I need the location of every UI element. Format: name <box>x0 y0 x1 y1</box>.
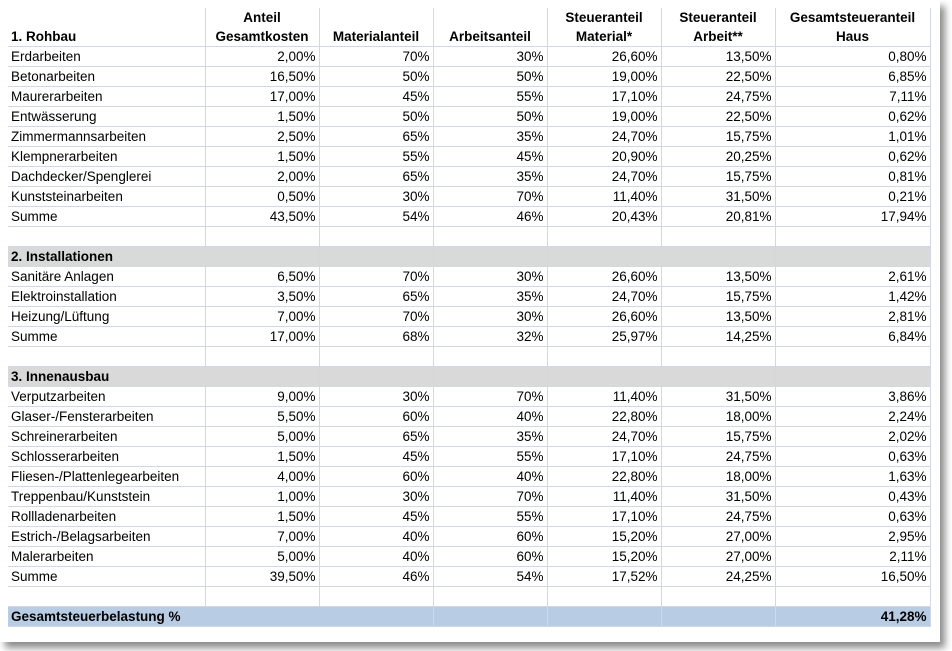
table-row <box>8 327 930 347</box>
row-label-cell[interactable]: Dachdecker/Spenglerei <box>8 167 205 187</box>
value-cell[interactable]: 1,42% <box>775 287 930 307</box>
total-row <box>8 607 930 627</box>
value-cell[interactable]: 17,00% <box>205 327 319 347</box>
value-cell[interactable]: 15,75% <box>661 427 775 447</box>
value-cell[interactable]: 31,50% <box>661 387 775 407</box>
empty-cell[interactable] <box>547 587 661 607</box>
value-cell[interactable]: 2,24% <box>775 407 930 427</box>
value-cell[interactable]: 5,00% <box>205 547 319 567</box>
table-row <box>8 47 930 67</box>
value-cell[interactable]: 22,50% <box>661 67 775 87</box>
row-label-cell[interactable]: Rollladenarbeiten <box>8 507 205 527</box>
row-label-cell[interactable]: Estrich-/Belagsarbeiten <box>8 527 205 547</box>
value-cell[interactable]: 17,00% <box>205 87 319 107</box>
value-cell[interactable]: 24,75% <box>661 87 775 107</box>
value-cell[interactable]: 17,94% <box>775 207 930 227</box>
value-cell[interactable]: 3,50% <box>205 287 319 307</box>
value-cell[interactable]: 24,75% <box>661 507 775 527</box>
empty-cell[interactable] <box>8 587 205 607</box>
value-cell[interactable]: 46% <box>319 567 433 587</box>
value-cell[interactable]: 30% <box>433 47 547 67</box>
row-label-cell[interactable]: Verputzarbeiten <box>8 387 205 407</box>
empty-cell[interactable] <box>661 247 775 267</box>
value-cell[interactable]: 40% <box>433 407 547 427</box>
empty-cell[interactable] <box>8 227 205 247</box>
value-cell[interactable]: 0,43% <box>775 487 930 507</box>
value-cell[interactable]: 20,81% <box>661 207 775 227</box>
section-title[interactable]: 3. Innenausbau <box>8 367 205 387</box>
value-cell[interactable]: 31,50% <box>661 187 775 207</box>
value-cell[interactable]: 19,00% <box>547 67 661 87</box>
value-cell[interactable]: 2,81% <box>775 307 930 327</box>
value-cell[interactable]: 35% <box>433 167 547 187</box>
value-cell[interactable]: 70% <box>319 47 433 67</box>
value-cell[interactable]: 11,40% <box>547 387 661 407</box>
value-cell[interactable]: 22,80% <box>547 467 661 487</box>
value-cell[interactable]: 2,00% <box>205 47 319 67</box>
value-cell[interactable]: 13,50% <box>661 47 775 67</box>
value-cell[interactable]: 17,10% <box>547 447 661 467</box>
table-row <box>8 507 930 527</box>
value-cell[interactable]: 0,50% <box>205 187 319 207</box>
value-cell[interactable]: 35% <box>433 127 547 147</box>
table-row <box>8 87 930 107</box>
value-cell[interactable]: 70% <box>319 307 433 327</box>
value-cell[interactable]: 3,86% <box>775 387 930 407</box>
value-cell[interactable]: 65% <box>319 287 433 307</box>
value-cell[interactable]: 60% <box>319 407 433 427</box>
value-cell[interactable]: 17,52% <box>547 567 661 587</box>
value-cell[interactable]: 18,00% <box>661 407 775 427</box>
value-cell[interactable]: 26,60% <box>547 307 661 327</box>
blank-row <box>8 347 930 367</box>
value-cell[interactable]: 30% <box>319 487 433 507</box>
empty-cell[interactable] <box>661 607 775 627</box>
table-row <box>8 387 930 407</box>
value-cell[interactable]: 9,00% <box>205 387 319 407</box>
row-label-cell[interactable]: Zimmermannsarbeiten <box>8 127 205 147</box>
row-label-cell[interactable]: Maurerarbeiten <box>8 87 205 107</box>
column-header[interactable]: Arbeitsanteil <box>433 8 547 47</box>
value-cell[interactable]: 24,70% <box>547 287 661 307</box>
value-cell[interactable]: 6,85% <box>775 67 930 87</box>
value-cell[interactable]: 1,63% <box>775 467 930 487</box>
value-cell[interactable]: 60% <box>433 527 547 547</box>
value-cell[interactable]: 45% <box>319 87 433 107</box>
value-cell[interactable]: 50% <box>433 67 547 87</box>
blank-row <box>8 587 930 607</box>
empty-cell[interactable] <box>319 347 433 367</box>
value-cell[interactable]: 1,01% <box>775 127 930 147</box>
value-cell[interactable]: 35% <box>433 427 547 447</box>
value-cell[interactable]: 65% <box>319 127 433 147</box>
row-label-cell[interactable]: Glaser-/Fensterarbeiten <box>8 407 205 427</box>
row-label-cell[interactable]: Summe <box>8 567 205 587</box>
empty-cell[interactable] <box>319 247 433 267</box>
value-cell[interactable]: 31,50% <box>661 487 775 507</box>
row-label-cell[interactable]: Kunststeinarbeiten <box>8 187 205 207</box>
value-cell[interactable]: 30% <box>433 267 547 287</box>
value-cell[interactable]: 1,50% <box>205 107 319 127</box>
empty-cell[interactable] <box>433 247 547 267</box>
blank-row <box>8 227 930 247</box>
empty-cell[interactable] <box>433 587 547 607</box>
empty-cell[interactable] <box>205 367 319 387</box>
value-cell[interactable]: 2,95% <box>775 527 930 547</box>
value-cell[interactable]: 2,61% <box>775 267 930 287</box>
value-cell[interactable]: 17,10% <box>547 87 661 107</box>
empty-cell[interactable] <box>433 227 547 247</box>
empty-cell[interactable] <box>319 587 433 607</box>
row-label-cell[interactable]: Elektroinstallation <box>8 287 205 307</box>
value-cell[interactable]: 20,90% <box>547 147 661 167</box>
value-cell[interactable]: 43,50% <box>205 207 319 227</box>
section-header-row <box>8 247 930 267</box>
value-cell[interactable]: 68% <box>319 327 433 347</box>
empty-cell[interactable] <box>775 247 930 267</box>
value-cell[interactable]: 0,63% <box>775 447 930 467</box>
value-cell[interactable]: 24,70% <box>547 427 661 447</box>
value-cell[interactable]: 18,00% <box>661 467 775 487</box>
value-cell[interactable]: 4,00% <box>205 467 319 487</box>
value-cell[interactable]: 30% <box>319 387 433 407</box>
total-value[interactable]: 41,28% <box>775 607 930 627</box>
value-cell[interactable]: 40% <box>433 467 547 487</box>
empty-cell[interactable] <box>8 347 205 367</box>
empty-cell[interactable] <box>547 367 661 387</box>
value-cell[interactable]: 40% <box>319 527 433 547</box>
value-cell[interactable]: 16,50% <box>775 567 930 587</box>
value-cell[interactable]: 39,50% <box>205 567 319 587</box>
table-row <box>8 467 930 487</box>
value-cell[interactable]: 0,80% <box>775 47 930 67</box>
column-header[interactable]: Steueranteil Arbeit** <box>661 8 775 47</box>
row-label-cell[interactable]: Entwässerung <box>8 107 205 127</box>
empty-cell[interactable] <box>547 247 661 267</box>
value-cell[interactable]: 55% <box>319 147 433 167</box>
value-cell[interactable]: 70% <box>433 187 547 207</box>
value-cell[interactable]: 20,25% <box>661 147 775 167</box>
value-cell[interactable]: 26,60% <box>547 267 661 287</box>
empty-cell[interactable] <box>661 227 775 247</box>
empty-cell[interactable] <box>205 227 319 247</box>
row-label-cell[interactable]: Schreinerarbeiten <box>8 427 205 447</box>
value-cell[interactable]: 1,50% <box>205 147 319 167</box>
value-cell[interactable]: 25,97% <box>547 327 661 347</box>
value-cell[interactable]: 22,50% <box>661 107 775 127</box>
empty-cell[interactable] <box>547 347 661 367</box>
value-cell[interactable]: 7,11% <box>775 87 930 107</box>
value-cell[interactable]: 65% <box>319 167 433 187</box>
empty-cell[interactable] <box>433 367 547 387</box>
value-cell[interactable]: 70% <box>319 267 433 287</box>
value-cell[interactable]: 30% <box>319 187 433 207</box>
row-label-cell[interactable]: Erdarbeiten <box>8 47 205 67</box>
value-cell[interactable]: 45% <box>433 147 547 167</box>
empty-cell[interactable] <box>205 247 319 267</box>
value-cell[interactable]: 26,60% <box>547 47 661 67</box>
row-label-cell[interactable]: Sanitäre Anlagen <box>8 267 205 287</box>
value-cell[interactable]: 70% <box>433 487 547 507</box>
empty-cell[interactable] <box>205 347 319 367</box>
row-label-cell[interactable]: Betonarbeiten <box>8 67 205 87</box>
table-row <box>8 167 930 187</box>
value-cell[interactable]: 1,50% <box>205 507 319 527</box>
value-cell[interactable]: 24,70% <box>547 127 661 147</box>
tax-share-table <box>8 8 931 627</box>
table-row <box>8 187 930 207</box>
table-row <box>8 287 930 307</box>
value-cell[interactable]: 55% <box>433 507 547 527</box>
value-cell[interactable]: 13,50% <box>661 267 775 287</box>
value-cell[interactable]: 15,20% <box>547 547 661 567</box>
empty-cell[interactable] <box>661 587 775 607</box>
value-cell[interactable]: 13,50% <box>661 307 775 327</box>
value-cell[interactable]: 15,75% <box>661 287 775 307</box>
value-cell[interactable]: 20,43% <box>547 207 661 227</box>
total-label[interactable]: Gesamtsteuerbelastung % <box>8 607 433 627</box>
empty-cell[interactable] <box>775 347 930 367</box>
empty-cell[interactable] <box>661 367 775 387</box>
value-cell[interactable]: 54% <box>433 567 547 587</box>
value-cell[interactable]: 65% <box>319 427 433 447</box>
section-header-row <box>8 367 930 387</box>
row-label-cell[interactable]: Summe <box>8 327 205 347</box>
value-cell[interactable]: 17,10% <box>547 507 661 527</box>
row-label-cell[interactable]: Summe <box>8 207 205 227</box>
value-cell[interactable]: 5,00% <box>205 427 319 447</box>
value-cell[interactable]: 15,75% <box>661 127 775 147</box>
table-row <box>8 547 930 567</box>
value-cell[interactable]: 30% <box>433 307 547 327</box>
value-cell[interactable]: 60% <box>433 547 547 567</box>
value-cell[interactable]: 19,00% <box>547 107 661 127</box>
table-row <box>8 147 930 167</box>
row-label-cell[interactable]: Treppenbau/Kunststein <box>8 487 205 507</box>
value-cell[interactable]: 6,50% <box>205 267 319 287</box>
value-cell[interactable]: 24,25% <box>661 567 775 587</box>
value-cell[interactable]: 55% <box>433 447 547 467</box>
value-cell[interactable]: 24,75% <box>661 447 775 467</box>
value-cell[interactable]: 60% <box>319 467 433 487</box>
value-cell[interactable]: 55% <box>433 87 547 107</box>
row-label-cell[interactable]: Schlosserarbeiten <box>8 447 205 467</box>
column-header[interactable]: Gesamtsteueranteil Haus <box>775 8 930 47</box>
column-header[interactable]: Steueranteil Material* <box>547 8 661 47</box>
row-label-cell[interactable]: Heizung/Lüftung <box>8 307 205 327</box>
value-cell[interactable]: 2,50% <box>205 127 319 147</box>
row-label-cell[interactable]: Malerarbeiten <box>8 547 205 567</box>
table-row <box>8 67 930 87</box>
empty-cell[interactable] <box>775 227 930 247</box>
value-cell[interactable]: 35% <box>433 287 547 307</box>
empty-cell[interactable] <box>547 607 661 627</box>
section-title[interactable]: 2. Installationen <box>8 247 205 267</box>
table-row <box>8 567 930 587</box>
table-row <box>8 207 930 227</box>
value-cell[interactable]: 40% <box>319 547 433 567</box>
table-row <box>8 267 930 287</box>
table-row <box>8 307 930 327</box>
value-cell[interactable]: 46% <box>433 207 547 227</box>
value-cell[interactable]: 5,50% <box>205 407 319 427</box>
table-row <box>8 127 930 147</box>
empty-cell[interactable] <box>775 367 930 387</box>
empty-cell[interactable] <box>319 367 433 387</box>
value-cell[interactable]: 2,00% <box>205 167 319 187</box>
value-cell[interactable]: 2,11% <box>775 547 930 567</box>
value-cell[interactable]: 6,84% <box>775 327 930 347</box>
table-row <box>8 427 930 447</box>
empty-cell[interactable] <box>775 587 930 607</box>
value-cell[interactable]: 0,62% <box>775 107 930 127</box>
value-cell[interactable]: 22,80% <box>547 407 661 427</box>
value-cell[interactable]: 2,02% <box>775 427 930 447</box>
value-cell[interactable]: 0,62% <box>775 147 930 167</box>
value-cell[interactable]: 50% <box>319 107 433 127</box>
column-header[interactable]: 1. Rohbau <box>8 8 205 47</box>
value-cell[interactable]: 11,40% <box>547 187 661 207</box>
value-cell[interactable]: 24,70% <box>547 167 661 187</box>
value-cell[interactable]: 27,00% <box>661 547 775 567</box>
empty-cell[interactable] <box>433 347 547 367</box>
value-cell[interactable]: 32% <box>433 327 547 347</box>
value-cell[interactable]: 50% <box>433 107 547 127</box>
empty-cell[interactable] <box>319 227 433 247</box>
value-cell[interactable]: 0,63% <box>775 507 930 527</box>
value-cell[interactable]: 15,20% <box>547 527 661 547</box>
column-header[interactable]: Materialanteil <box>319 8 433 47</box>
value-cell[interactable]: 15,75% <box>661 167 775 187</box>
value-cell[interactable]: 0,81% <box>775 167 930 187</box>
empty-cell[interactable] <box>661 347 775 367</box>
value-cell[interactable]: 7,00% <box>205 527 319 547</box>
value-cell[interactable]: 0,21% <box>775 187 930 207</box>
value-cell[interactable]: 50% <box>319 67 433 87</box>
table-row <box>8 527 930 547</box>
value-cell[interactable]: 45% <box>319 447 433 467</box>
value-cell[interactable]: 45% <box>319 507 433 527</box>
value-cell[interactable]: 54% <box>319 207 433 227</box>
table-row <box>8 487 930 507</box>
row-label-cell[interactable]: Klempnerarbeiten <box>8 147 205 167</box>
table-row <box>8 107 930 127</box>
value-cell[interactable]: 7,00% <box>205 307 319 327</box>
value-cell[interactable]: 27,00% <box>661 527 775 547</box>
empty-cell[interactable] <box>433 607 547 627</box>
value-cell[interactable]: 14,25% <box>661 327 775 347</box>
value-cell[interactable]: 1,00% <box>205 487 319 507</box>
row-label-cell[interactable]: Fliesen-/Plattenlegearbeiten <box>8 467 205 487</box>
empty-cell[interactable] <box>205 587 319 607</box>
value-cell[interactable]: 1,50% <box>205 447 319 467</box>
empty-cell[interactable] <box>547 227 661 247</box>
header-row <box>8 8 930 47</box>
table-row <box>8 407 930 427</box>
value-cell[interactable]: 70% <box>433 387 547 407</box>
column-header[interactable]: Anteil Gesamtkosten <box>205 8 319 47</box>
value-cell[interactable]: 16,50% <box>205 67 319 87</box>
table-row <box>8 447 930 467</box>
value-cell[interactable]: 11,40% <box>547 487 661 507</box>
